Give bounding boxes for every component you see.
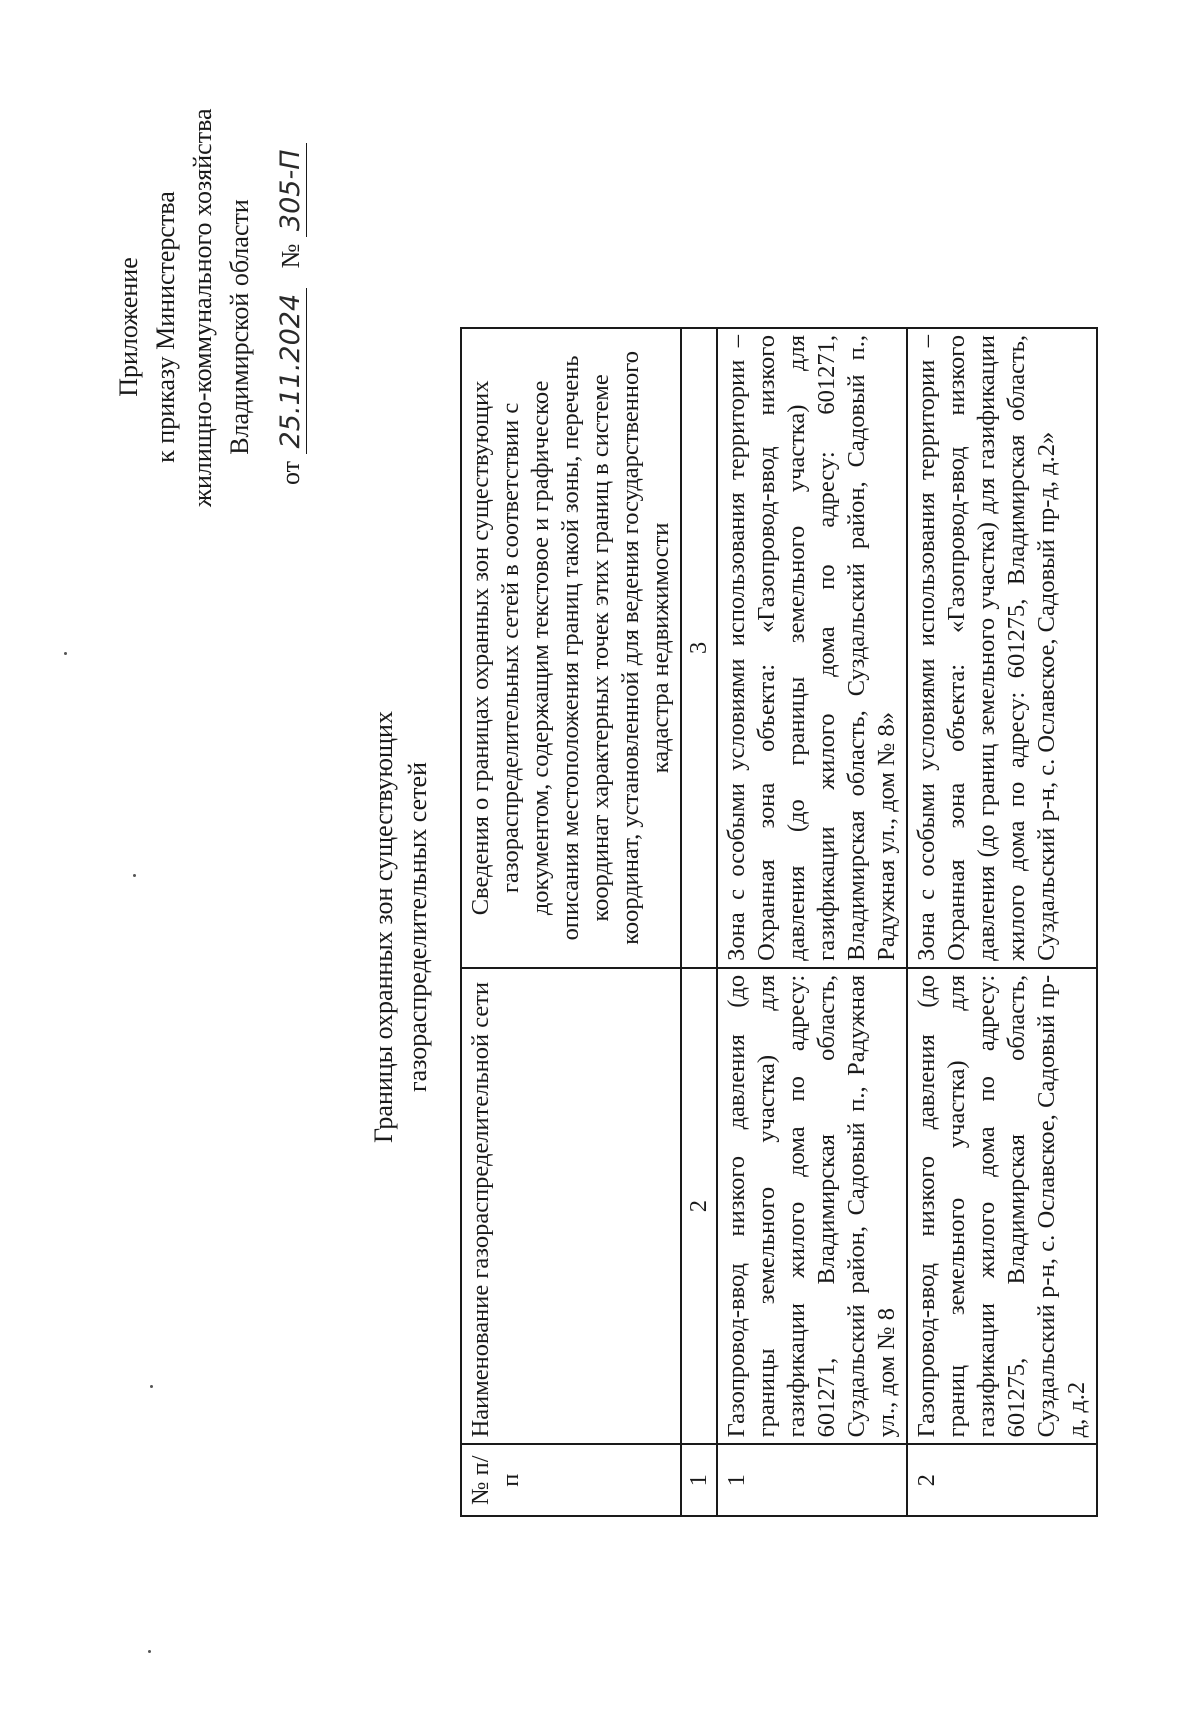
column-number: 1 — [681, 1444, 717, 1516]
column-number: 3 — [681, 328, 717, 968]
column-number: 2 — [681, 968, 717, 1445]
order-date: 25.11.2024 — [275, 288, 307, 455]
zone-info: Зона с особыми условиями использования территории – Охранная зона объекта: «Газопровод-ввод низкого давления (до границ земельного участка) для газификации жилого дома по адресу: 601275, Владимирская область, Суздальский р-н, с. Ославское, Садовый пр-д, д.2» — [907, 328, 1097, 968]
rotated-document-sheet — [0, 108, 1100, 1717]
table-row — [907, 328, 1097, 1516]
network-name: Газопровод-ввод низкого давления (до границы земельного участка) для газификации жилого дома по адресу: 601271, Владимирская область, Суздальский район, Садовый п., Радужная ул., дом № 8 — [717, 968, 907, 1445]
title-line-2: газораспределительных сетей — [403, 762, 432, 1093]
date-prefix: от — [276, 460, 305, 485]
table-header-row — [461, 328, 681, 1516]
number-prefix: № — [276, 243, 305, 269]
appendix-header — [110, 108, 309, 507]
network-name: Газопровод-ввод низкого давления (до границ земельного участка) для газификации жилого дома по адресу: 601275, Владимирская область, Суздальский р-н, с. Ославское, Садовый пр-д, д.2 — [907, 968, 1097, 1445]
order-number: 305-П — [275, 143, 307, 237]
title-line-1: Границы охранных зон существующих — [369, 711, 398, 1143]
header-zone-info: Сведения о границах охранных зон существующих газораспределительных сетей в соответствии с документом, содержащим текстовое и графическое описания местоположения границ такой зоны, перечень координат характерных точек этих границ в системе координат, установленной для ведения государственного кадастра недвижимости — [461, 328, 681, 968]
document-title — [367, 277, 435, 1577]
header-number: № п/п — [461, 1444, 681, 1516]
protection-zones-table — [460, 327, 1098, 1517]
column-number-row — [681, 328, 717, 1516]
region-name: Владимирской области — [225, 199, 254, 455]
row-number: 1 — [717, 1444, 907, 1516]
order-reference: к приказу Министерства — [151, 191, 180, 463]
row-number: 2 — [907, 1444, 1097, 1516]
ministry-name: жилищно-коммунального хозяйства — [188, 108, 217, 507]
table-row — [717, 328, 907, 1516]
appendix-label: Приложение — [114, 257, 143, 397]
zone-info: Зона с особыми условиями использования территории – Охранная зона объекта: «Газопровод-ввод низкого давления (до границы земельного участка) для газификации жилого дома по адресу: 601271, Владимирская область, Суздальский район, Садовый п., Радужная ул., дом № 8» — [717, 328, 907, 968]
header-network-name: Наименование газораспределительной сети — [461, 968, 681, 1445]
order-date-line — [272, 147, 309, 507]
